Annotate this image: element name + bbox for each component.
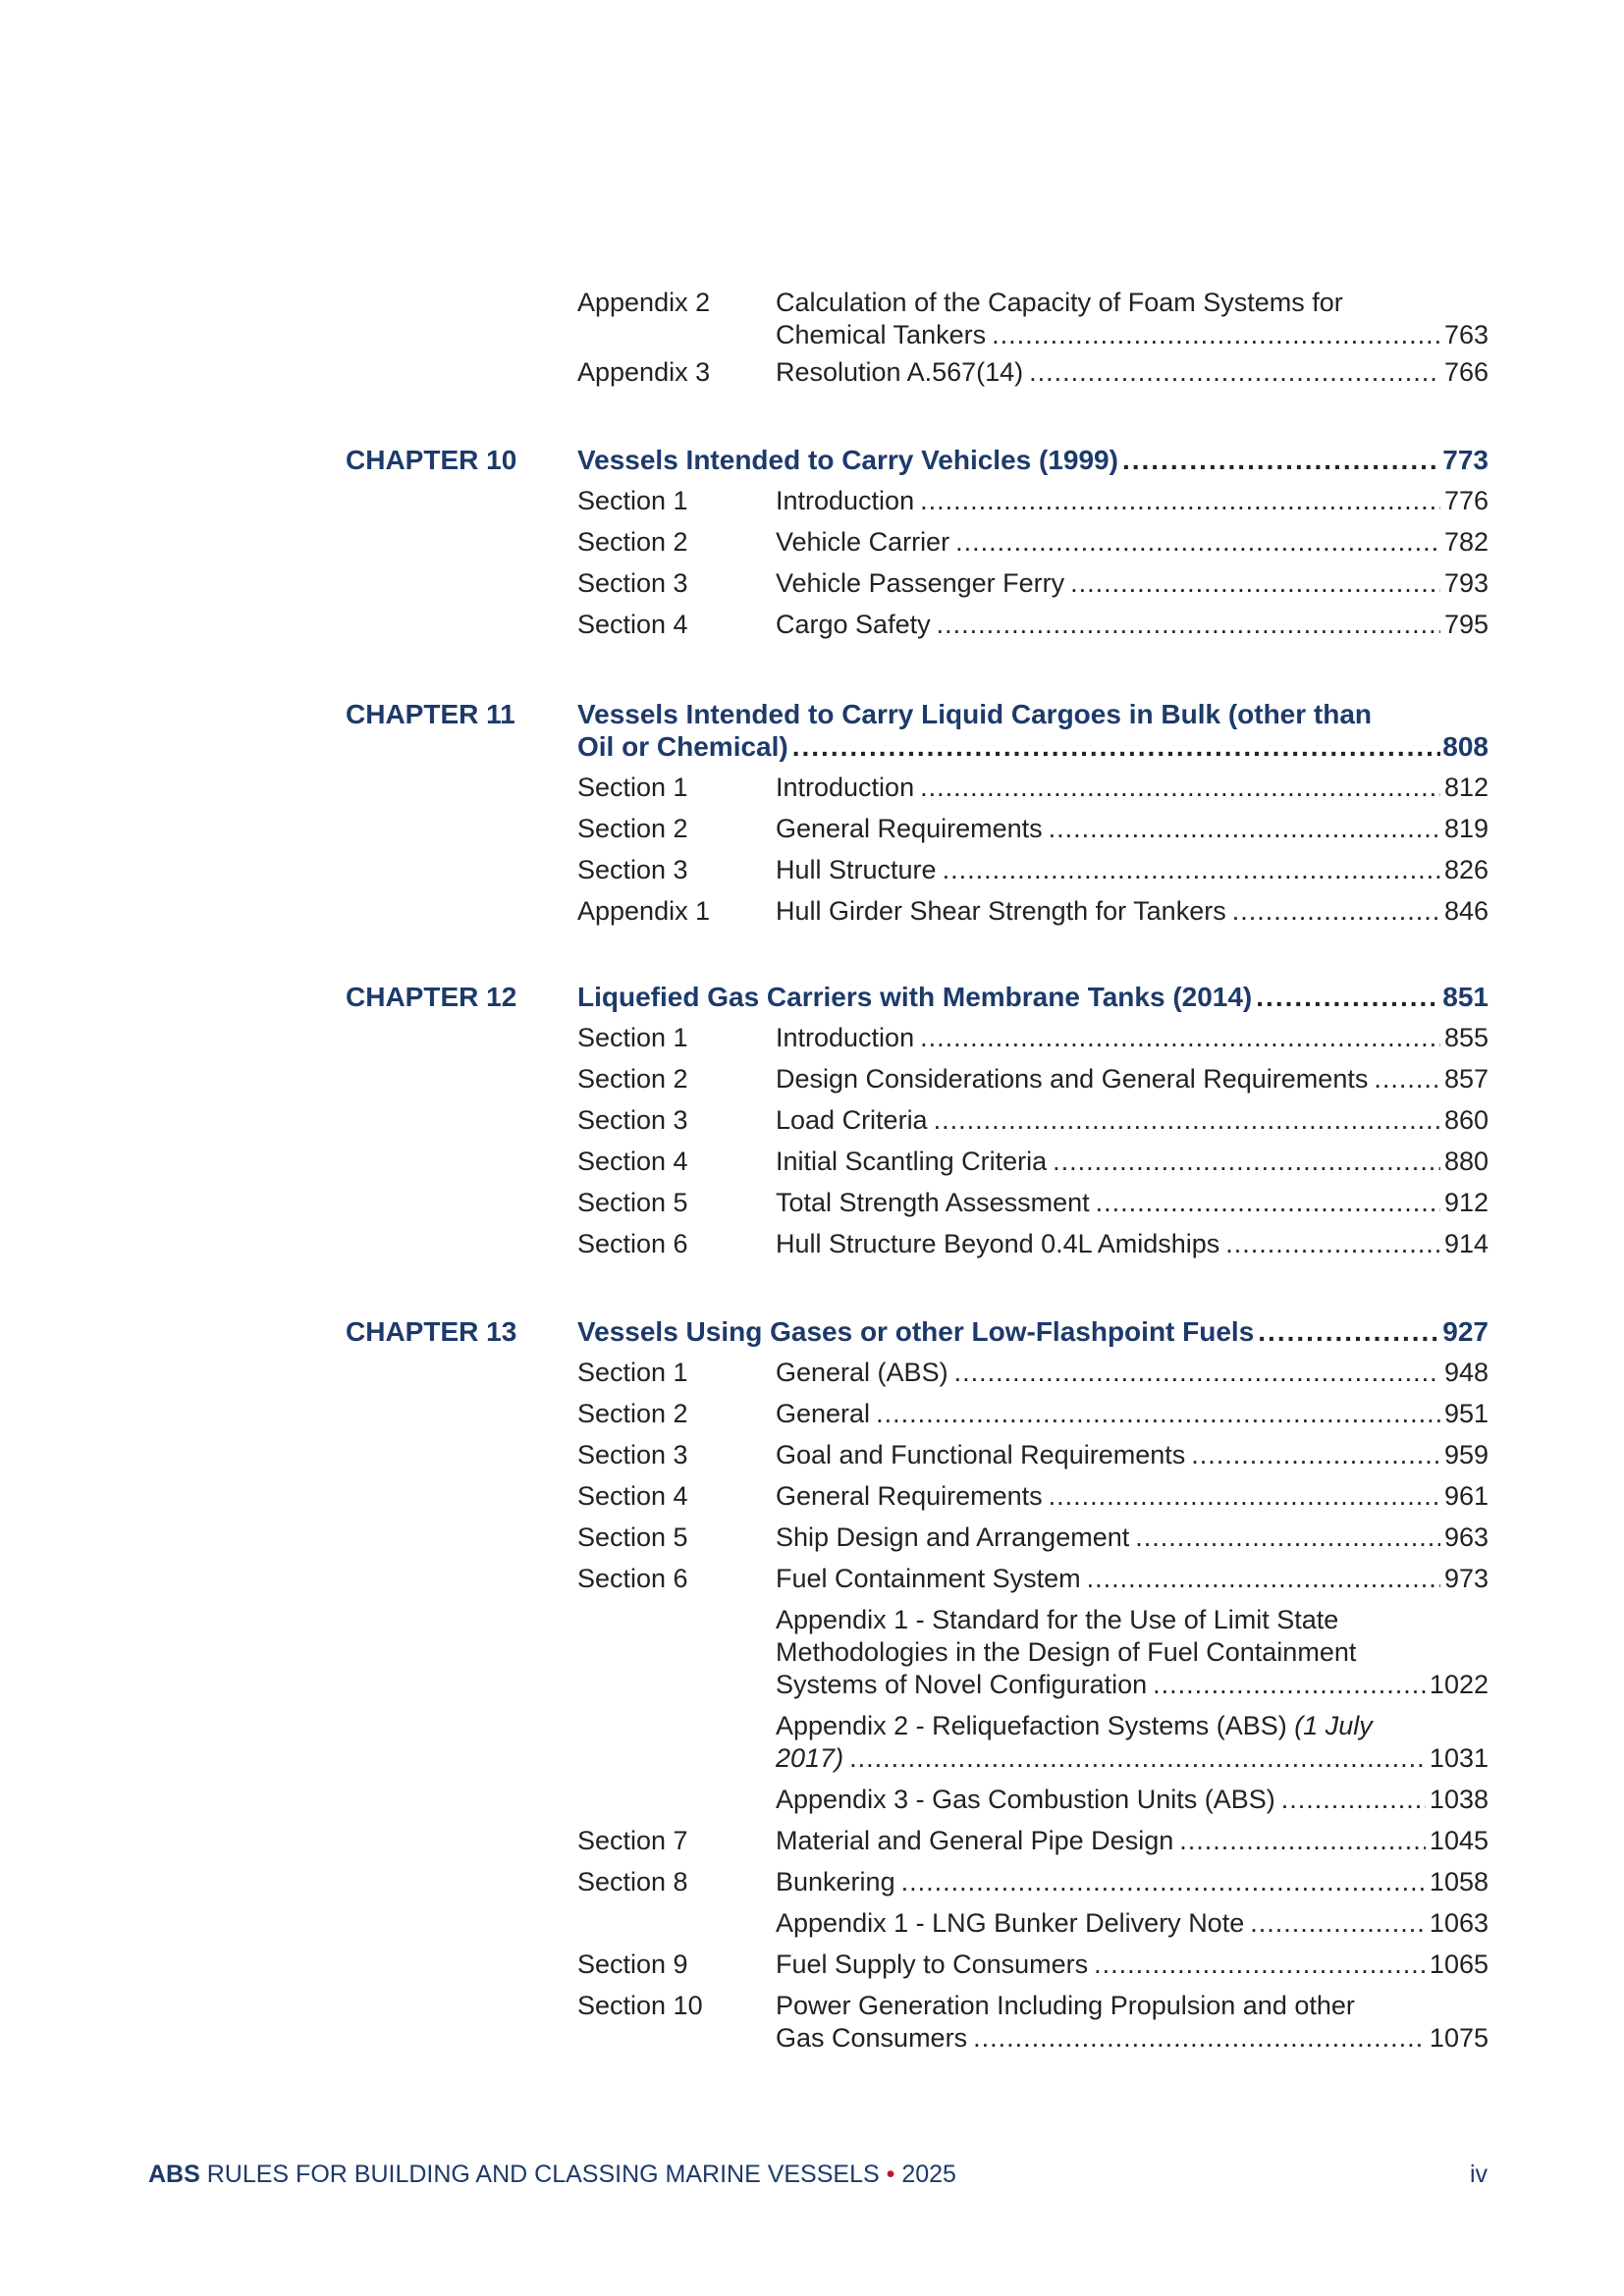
entry-title-last [776,1357,1489,1389]
entry-title-line: Power Generation Including Propulsion and other [776,1991,1355,2020]
chapter-title[interactable] [577,1315,1489,1348]
entry-body [776,1146,1489,1178]
footer-year: 2025 [901,2161,956,2188]
entry-title-last [776,772,1489,804]
entry-title-last [776,319,1489,351]
dot-leader [1049,1480,1440,1513]
toc-entry[interactable] [577,895,1489,928]
page-ref: 1022 [1429,1670,1489,1699]
entry-label: Section 1 [577,1358,688,1387]
toc-entry[interactable] [577,1784,1489,1816]
dot-leader [901,1866,1426,1898]
entry-title-last [776,526,1489,559]
dot-leader [1096,1187,1440,1219]
entry-title: General Requirements [776,1481,1043,1511]
entry-body [776,1784,1489,1816]
dot-leader [849,1742,1426,1775]
entry-body [776,526,1489,559]
page-ref: 959 [1443,1440,1489,1469]
toc-entry[interactable] [577,526,1489,559]
dot-leader [792,730,1441,763]
dot-leader [992,319,1440,351]
entry-title: Fuel Containment System [776,1564,1081,1593]
toc-entry[interactable] [577,1022,1489,1054]
entry-body [776,1104,1489,1137]
chapter-title[interactable] [577,698,1489,763]
entry-title-last [776,1907,1489,1940]
dot-leader [920,772,1440,804]
entry-title-last [776,895,1489,928]
entry-label: Section 3 [577,568,688,598]
page-number: iv [1469,2161,1488,2188]
page-ref: 860 [1443,1105,1489,1135]
dot-leader [1049,813,1440,845]
toc-entry[interactable] [577,1480,1489,1513]
entry-title: Hull Structure [776,855,937,884]
toc-entry[interactable] [577,1063,1489,1095]
dot-leader [955,526,1440,559]
entry-title: Ship Design and Arrangement [776,1522,1130,1552]
dot-leader [1256,981,1440,1013]
dot-leader [1094,1949,1426,1981]
entry-body [776,1990,1489,2055]
entry-label: Section 3 [577,855,688,884]
entry-title-last [776,567,1489,600]
toc-entry[interactable] [577,854,1489,886]
entry-title-last [776,1784,1489,1816]
footer-title-block [148,2161,956,2189]
toc-entry[interactable] [577,567,1489,600]
dot-leader [1122,444,1440,476]
page-ref: 846 [1443,896,1489,926]
entry-label: Section 4 [577,1481,688,1511]
entry-title-last [776,813,1489,845]
chapter-page-ref: 773 [1442,445,1489,475]
toc-entry[interactable] [577,1228,1489,1260]
chapter-label: CHAPTER 11 [346,699,515,729]
toc-entry[interactable] [577,1949,1489,1981]
chapter-title-text: Vessels Intended to Carry Vehicles (1999) [577,445,1118,475]
entry-label: Section 1 [577,486,688,515]
chapter-page-ref: 808 [1442,731,1489,762]
entry-title: Introduction [776,1023,915,1052]
page-ref: 973 [1443,1564,1489,1593]
entry-label: Section 2 [577,1399,688,1428]
entry-title: Total Strength Assessment [776,1188,1090,1217]
entry-body [776,1825,1489,1857]
dot-leader [920,485,1440,517]
entry-body [776,813,1489,845]
toc-entry[interactable] [577,1563,1489,1595]
dot-leader [1250,1907,1426,1940]
chapter-title-text: Vessels Using Gases or other Low-Flashpoint Fuels [577,1316,1255,1347]
toc-entry[interactable] [577,1187,1489,1219]
toc-entry[interactable] [577,1439,1489,1471]
dot-leader [1374,1063,1440,1095]
dot-leader [1087,1563,1440,1595]
dot-leader [973,2022,1426,2055]
entry-body [776,1439,1489,1471]
dot-leader [1070,567,1440,600]
entry-title: Chemical Tankers [776,320,987,349]
entry-label: Appendix 1 [577,896,711,926]
dot-leader [1258,1315,1440,1348]
toc-entry[interactable] [577,485,1489,517]
toc-entry[interactable] [577,1710,1489,1775]
chapter-title-last [577,1315,1489,1348]
page-ref: 961 [1443,1481,1489,1511]
entry-title-line: Methodologies in the Design of Fuel Containment [776,1637,1357,1667]
page-ref: 963 [1443,1522,1489,1552]
entry-label: Section 2 [577,814,688,843]
chapter-title-last [577,730,1489,763]
page-ref: 857 [1443,1064,1489,1094]
entry-title-last [776,1866,1489,1898]
entry-body [776,1604,1489,1701]
page-ref: 812 [1443,773,1489,802]
entry-label: Section 1 [577,1023,688,1052]
entry-label: Section 1 [577,773,688,802]
entry-title-last [776,1146,1489,1178]
chapter-page-ref: 851 [1442,982,1489,1012]
toc-entry[interactable] [577,1825,1489,1857]
page-ref: 951 [1443,1399,1489,1428]
entry-title: General (ABS) [776,1358,948,1387]
entry-body [776,356,1489,389]
entry-body [776,1522,1489,1554]
entry-title: Introduction [776,486,915,515]
dot-leader [943,854,1440,886]
entry-title-last [776,485,1489,517]
toc-entry[interactable] [577,356,1489,389]
entry-title-last [776,1104,1489,1137]
entry-label: Section 4 [577,1147,688,1176]
entry-title-last [776,1022,1489,1054]
entry-body [776,1228,1489,1260]
toc-entry[interactable] [577,1146,1489,1178]
entry-label: Section 4 [577,610,688,639]
entry-label: Section 2 [577,1064,688,1094]
page-ref: 1031 [1429,1743,1489,1773]
toc-entry[interactable] [577,1104,1489,1137]
entry-label: Appendix 3 [577,357,711,387]
chapter-title-line: Vessels Intended to Carry Liquid Cargoes in Bulk (other than [577,699,1373,729]
entry-title: Vehicle Carrier [776,527,950,557]
chapter-label: CHAPTER 12 [346,982,517,1012]
chapter-page-ref: 927 [1442,1316,1489,1347]
entry-body [776,1907,1489,1940]
entry-title: Fuel Supply to Consumers [776,1949,1089,1979]
page-ref: 914 [1443,1229,1489,1258]
page-ref: 793 [1443,568,1489,598]
toc-entry[interactable] [577,1357,1489,1389]
entry-title-last [776,1439,1489,1471]
dot-leader [934,1104,1440,1137]
entry-body [776,1710,1489,1775]
entry-title: Load Criteria [776,1105,928,1135]
entry-title-last [776,1398,1489,1430]
entry-label: Section 9 [577,1949,688,1979]
chapter-label: CHAPTER 13 [346,1316,517,1347]
toc-entry[interactable] [577,1604,1489,1701]
entry-label: Section 3 [577,1105,688,1135]
toc-entry[interactable] [577,1990,1489,2055]
entry-title-last [776,1742,1489,1775]
toc-entry[interactable] [577,1522,1489,1554]
entry-label: Appendix 2 [577,288,711,317]
entry-title-last [776,1228,1489,1260]
entry-title-last [776,1522,1489,1554]
entry-title-last [776,1063,1489,1095]
entry-body [776,287,1489,351]
entry-body [776,1480,1489,1513]
entry-label: Section 5 [577,1188,688,1217]
dot-leader [1179,1825,1426,1857]
entry-label: Section 3 [577,1440,688,1469]
page-ref: 766 [1443,357,1489,387]
entry-title: Vehicle Passenger Ferry [776,568,1065,598]
entry-title: Introduction [776,773,915,802]
entry-title-last [776,1825,1489,1857]
page-ref: 880 [1443,1147,1489,1176]
page-ref: 776 [1443,486,1489,515]
page-footer [148,2161,1488,2189]
page-ref: 1065 [1429,1949,1489,1979]
entry-title: Cargo Safety [776,610,931,639]
page-ref: 795 [1443,610,1489,639]
entry-label: Section 6 [577,1229,688,1258]
entry-body [776,1357,1489,1389]
dot-leader [1225,1228,1440,1260]
footer-separator: • [886,2161,895,2188]
entry-title: Goal and Functional Requirements [776,1440,1186,1469]
page-ref: 855 [1443,1023,1489,1052]
toc-entry[interactable] [577,813,1489,845]
page-ref: 782 [1443,527,1489,557]
entry-body [776,895,1489,928]
page-ref: 826 [1443,855,1489,884]
dot-leader [1135,1522,1440,1554]
entry-label: Section 10 [577,1991,703,2020]
entry-title-last [776,1669,1489,1701]
page-ref: 819 [1443,814,1489,843]
chapter-title-last [577,981,1489,1013]
entry-body [776,1063,1489,1095]
chapter-title-last [577,444,1489,476]
entry-body [776,1022,1489,1054]
entry-body [776,1563,1489,1595]
entry-body [776,485,1489,517]
entry-body [776,1187,1489,1219]
page-ref: 1075 [1429,2023,1489,2053]
entry-title: Initial Scantling Criteria [776,1147,1048,1176]
dot-leader [876,1398,1440,1430]
entry-title: Systems of Novel Configuration [776,1670,1148,1699]
entry-label: Section 8 [577,1867,688,1896]
entry-title-last [776,1949,1489,1981]
entry-body [776,1866,1489,1898]
entry-label: Section 2 [577,527,688,557]
dot-leader [920,1022,1440,1054]
toc-entry[interactable] [577,609,1489,641]
toc-entry[interactable] [577,772,1489,804]
footer-brand: ABS [148,2161,200,2188]
toc-entry[interactable] [577,1398,1489,1430]
dot-leader [954,1357,1440,1389]
entry-title: Resolution A.567(14) [776,357,1024,387]
entry-title: Design Considerations and General Requirements [776,1064,1369,1094]
toc-entry[interactable] [577,1866,1489,1898]
chapter-label: CHAPTER 10 [346,445,517,475]
page-ref: 1063 [1429,1908,1489,1938]
chapter-title-text: Liquefied Gas Carriers with Membrane Tanks (2014) [577,982,1253,1012]
entry-title: Gas Consumers [776,2023,968,2053]
entry-title: Bunkering [776,1867,895,1896]
entry-label: Section 6 [577,1564,688,1593]
page-ref: 912 [1443,1188,1489,1217]
entry-title: Appendix 1 - LNG Bunker Delivery Note [776,1908,1245,1938]
entry-title: Material and General Pipe Design [776,1826,1174,1855]
dot-leader [1191,1439,1440,1471]
dot-leader [1153,1669,1426,1701]
entry-title-line: Appendix 1 - Standard for the Use of Limit State [776,1605,1339,1634]
dot-leader [1281,1784,1426,1816]
page-ref: 1058 [1429,1867,1489,1896]
entry-title: 2017) [776,1743,844,1773]
entry-body [776,854,1489,886]
entry-title-line: Appendix 2 - Reliquefaction Systems (ABS) (1 July [776,1711,1373,1740]
page-ref: 948 [1443,1358,1489,1387]
entry-body [776,772,1489,804]
entry-title-last [776,356,1489,389]
chapter-title[interactable] [577,444,1489,476]
footer-title: RULES FOR BUILDING AND CLASSING MARINE VESSELS [206,2161,880,2188]
page-ref: 1045 [1429,1826,1489,1855]
toc-entry[interactable] [577,1907,1489,1940]
dot-leader [937,609,1440,641]
page-ref: 1038 [1429,1785,1489,1814]
dot-leader [1029,356,1440,389]
entry-title-last [776,609,1489,641]
entry-title: Hull Structure Beyond 0.4L Amidships [776,1229,1220,1258]
entry-body [776,1398,1489,1430]
entry-body [776,1949,1489,1981]
entry-label: Section 7 [577,1826,688,1855]
toc-entry[interactable] [577,287,1489,351]
entry-body [776,567,1489,600]
entry-title-last [776,2022,1489,2055]
entry-title-line: Calculation of the Capacity of Foam Systems for [776,288,1343,317]
entry-body [776,609,1489,641]
chapter-title[interactable] [577,981,1489,1013]
entry-title: General Requirements [776,814,1043,843]
page-ref: 763 [1443,320,1489,349]
entry-title-last [776,854,1489,886]
chapter-title-text: Oil or Chemical) [577,731,788,762]
entry-title-last [776,1480,1489,1513]
entry-title: Appendix 3 - Gas Combustion Units (ABS) [776,1785,1275,1814]
entry-label: Section 5 [577,1522,688,1552]
entry-title: Hull Girder Shear Strength for Tankers [776,896,1226,926]
dot-leader [1053,1146,1440,1178]
entry-title-last [776,1187,1489,1219]
entry-title: General [776,1399,871,1428]
entry-title-last [776,1563,1489,1595]
dot-leader [1232,895,1440,928]
